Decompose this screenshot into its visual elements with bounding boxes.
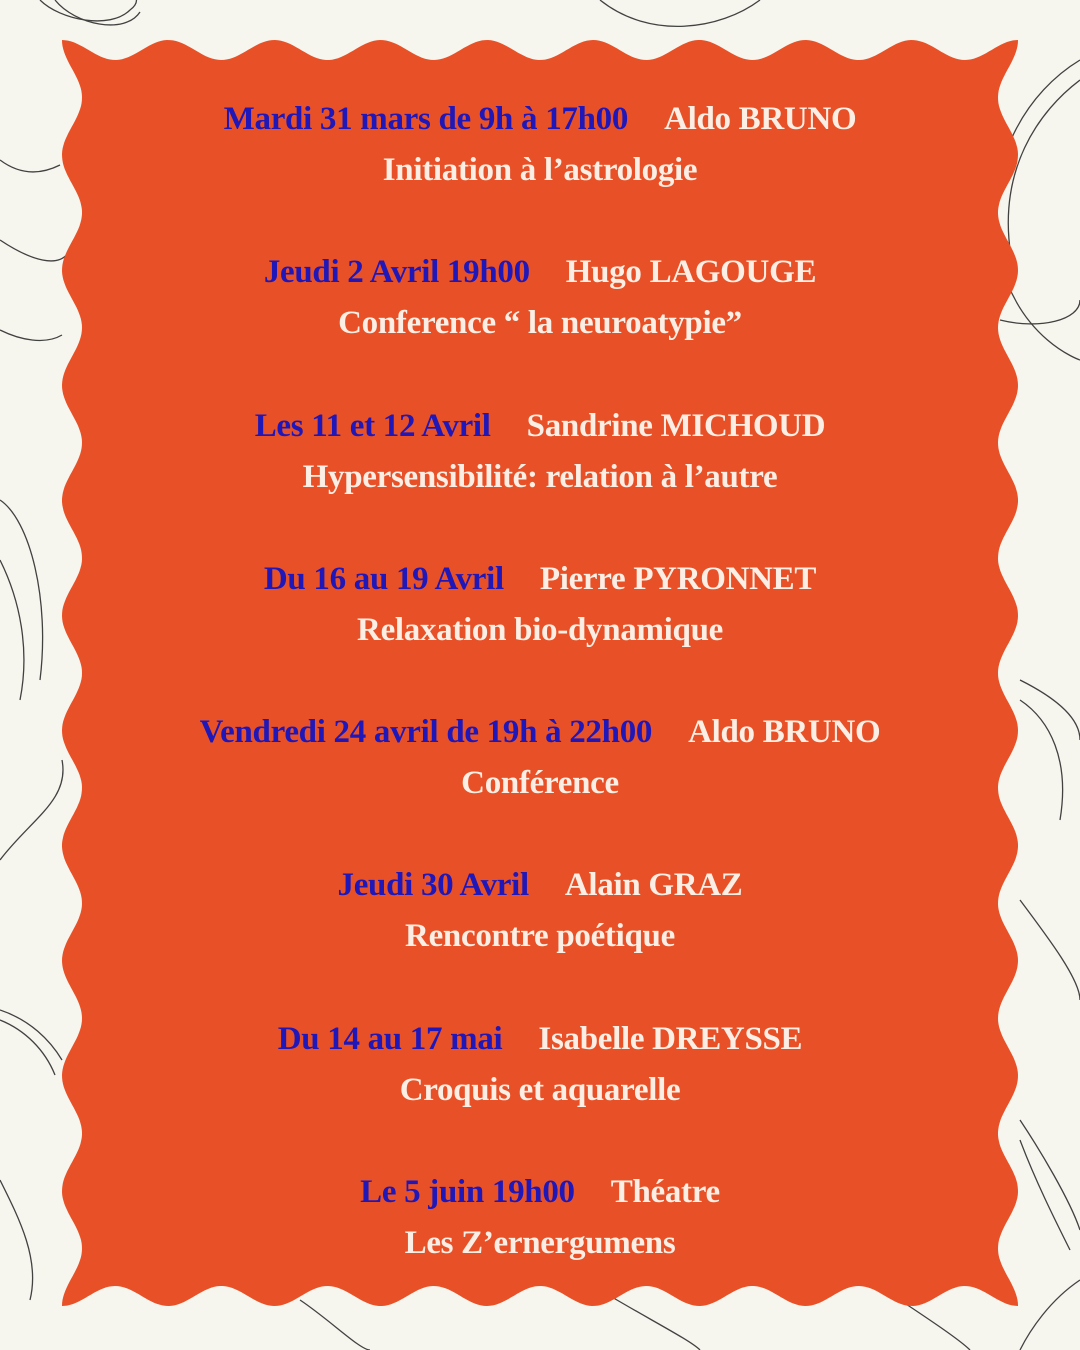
event-title: Initiation à l’astrologie (382, 152, 698, 188)
event-title: Relaxation bio-dynamique (357, 611, 723, 648)
event-title: Conférence (461, 765, 619, 802)
event-host: Alain GRAZ (564, 867, 743, 904)
event-item (60, 554, 1020, 707)
event-date: Vendredi 24 avril de 19h à 22h00 (199, 714, 653, 751)
event-host: Aldo BRUNO (688, 714, 881, 751)
event-date: Jeudi 30 Avril (337, 867, 529, 904)
event-date: Du 16 au 19 Avril (263, 560, 504, 597)
event-date: Jeudi 2 Avril 19h00 (263, 254, 530, 291)
event-item (60, 401, 1020, 554)
event-item (60, 1014, 1020, 1167)
event-title: Croquis et aquarelle (399, 1071, 681, 1108)
event-title: Hypersensibilité: relation à l’autre (302, 458, 778, 495)
event-item (60, 1167, 1020, 1320)
event-item (60, 94, 1020, 247)
event-host: Pierre PYRONNET (539, 560, 817, 597)
event-host: Aldo BRUNO (664, 101, 857, 137)
event-date: Du 14 au 17 mai (277, 1020, 503, 1057)
event-date: Les 11 et 12 Avril (254, 407, 491, 444)
event-host: Sandrine MICHOUD (526, 407, 826, 444)
event-host: Théatre (610, 1174, 720, 1211)
event-item (60, 860, 1020, 1013)
event-title: Les Z’ernergumens (404, 1225, 676, 1262)
event-item (60, 247, 1020, 400)
event-host: Isabelle DREYSSE (538, 1020, 803, 1057)
event-date: Mardi 31 mars de 9h à 17h00 (223, 101, 629, 137)
event-title: Conference “ la neuroatypie” (338, 305, 742, 342)
event-title: Rencontre poétique (405, 918, 675, 955)
event-list (60, 94, 1020, 1320)
event-item (60, 707, 1020, 860)
event-date: Le 5 juin 19h00 (360, 1174, 575, 1211)
event-host: Hugo LAGOUGE (565, 254, 817, 291)
